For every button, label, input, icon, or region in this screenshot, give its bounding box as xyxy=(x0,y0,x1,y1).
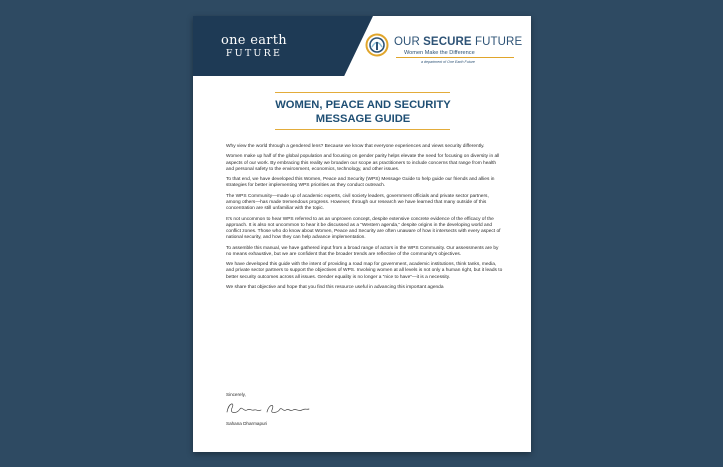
document-title-line1: WOMEN, PEACE AND SECURITY xyxy=(275,99,451,111)
one-earth-logo-line2: FUTURE xyxy=(225,48,283,59)
body-paragraph: We share that objective and hope that you find this resource useful in advancing this important agenda xyxy=(226,284,444,290)
one-earth-logo-line1: one earth xyxy=(221,33,287,48)
body-paragraph: To that end, we have developed this Women, Peace and Security (WPS) Message Guide to help guide our friends and allies in strategies for better implementing WPS priorities as they conduct outreach. xyxy=(226,177,495,189)
brand-divider xyxy=(396,57,514,58)
body-paragraph: To assemble this manual, we have gathered input from a broad range of actors in the WPS Community. Our assessments are by no means exhaustive, but we are confident that the broader trends are reflective of the community’s objectives. xyxy=(226,245,499,257)
handwritten-signature xyxy=(223,398,313,418)
title-rule-top xyxy=(275,92,450,93)
body-paragraph: Women make up half of the global population and focusing on gender parity helps elevate the need for focusing on diversity in all aspects of our work. By embracing this reality we broaden our scope as practitioners to include concerns that range from health and personal safety to the environment, economics, technology, and other issues. xyxy=(226,154,500,172)
document-page xyxy=(193,16,531,452)
our-secure-future-subline: a department of One Earth Future xyxy=(421,60,475,64)
sign-off: Sincerely, xyxy=(226,392,246,397)
body-paragraph: The WPS Community—made up of academic experts, civil society leaders, government officials and private sector partners, among others—has made tremendous progress. However, through our research we have learned that many outside of this concentration are still unfamiliar with the topic. xyxy=(226,193,489,212)
title-rule-bottom xyxy=(275,129,450,130)
body-paragraph: Why view the world through a gendered lens? Because we know that everyone experiences and views security differently. xyxy=(226,144,485,149)
our-secure-future-emblem-icon xyxy=(365,33,389,57)
body-paragraph: We have developed this guide with the intent of providing a road map for government, academic institutions, think tanks, media, and private sector partners to support the objectives of WPS. Involving women at all levels is not only a human right, but it leads to better security outcomes across all issues. Gender equality is no longer a “nice to have”—it is a necessity. xyxy=(226,262,503,280)
our-secure-future-tagline: Women Make the Difference xyxy=(404,50,475,56)
signer-name: Sahana Dharmapuri xyxy=(226,421,268,426)
document-title-line2: MESSAGE GUIDE xyxy=(315,113,411,125)
document-body xyxy=(226,144,504,295)
body-paragraph: It’s not uncommon to hear WPS referred to as an unproven concept, despite extensive concrete evidence of the efficacy of the approach. It is also not uncommon to hear it be discussed as a “Western agenda,” despite origins in the developing world and conflict zones. Those who do know about Women, Peace and Security are often unaware of how it intersects with every aspect of national security, and how they can help advance implementation. xyxy=(226,216,501,241)
our-secure-future-title: OUR SECURE FUTURE xyxy=(394,36,523,48)
